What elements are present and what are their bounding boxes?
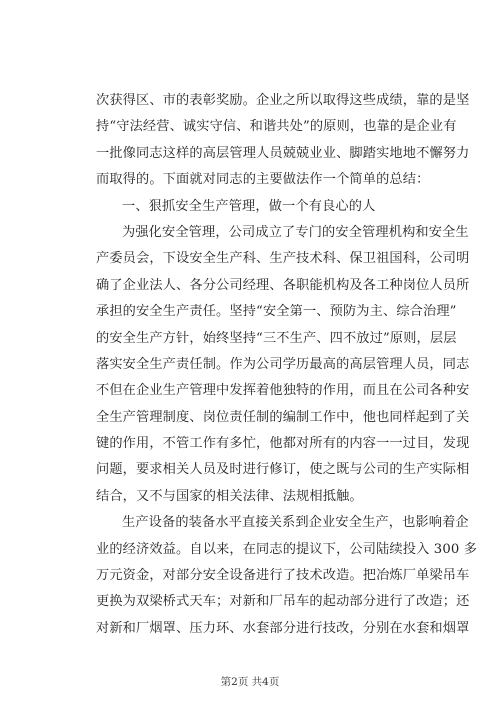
text-line: 问题，要求相关人员及时进行修订，使之既与公司的生产实际相 [96, 462, 470, 478]
text-line: 更换为双梁桥式天车；对新和厂吊车的起动部分进行了改造；还 [96, 594, 470, 610]
text-line: 一批像同志这样的高层管理人员兢兢业业、脚踏实地地不懈努力 [96, 145, 470, 161]
text-line: 万元资金，对部分安全设备进行了技术改造。把冶炼厂单梁吊车 [96, 568, 470, 584]
text-line: 全生产管理制度、岗位责任制的编制工作中，他也同样起到了关 [96, 409, 470, 425]
text-line: 次获得区、市的表彰奖励。企业之所以取得这些成绩，靠的是坚 [96, 93, 470, 108]
text-line: 业的经济效益。自以来，在同志的提议下，公司陆续投入 300 多 [96, 541, 478, 557]
text-line: 落实安全生产责任制。作为公司学历最高的高层管理人员，同志 [96, 356, 470, 372]
page-number-footer: 第2页 共4页 [220, 676, 280, 688]
text-line: 的安全生产方针，始终坚持“三不生产、四不放过”原则，层层 [96, 330, 457, 346]
text-line: 持“守法经营、诚实守信、和谐共处”的原则，也靠的是企业有 [96, 119, 457, 135]
text-line: 键的作用，不管工作有多忙，他都对所有的内容一一过目，发现 [96, 436, 470, 452]
text-line: 不但在企业生产管理中发挥着他独特的作用，而且在公司各种安 [96, 383, 470, 399]
text-line: 承担的安全生产责任。坚持“安全第一、预防为主、综合治理” [96, 304, 457, 320]
text-line: 为强化安全管理，公司成立了专门的安全管理机构和安全生 [122, 224, 469, 240]
text-line: 确了企业法人、各分公司经理、各职能机构及各工种岗位人员所 [96, 277, 470, 293]
text-line: 而取得的。下面就对同志的主要做法作一个简单的总结： [96, 172, 430, 188]
section-heading: 一、狠抓安全生产管理，做一个有良心的人 [122, 198, 376, 214]
document-body [96, 88, 478, 642]
text-line: 对新和厂烟罩、压力环、水套部分进行技改，分别在水套和烟罩 [96, 620, 470, 636]
text-line: 产委员会，下设安全生产科、生产技术科、保卫祖国科，公司明 [96, 251, 470, 267]
text-line: 结合，又不与国家的相关法律、法规相抵触。 [96, 488, 363, 504]
text-line: 生产设备的装备水平直接关系到企业安全生产，也影响着企 [122, 515, 469, 531]
